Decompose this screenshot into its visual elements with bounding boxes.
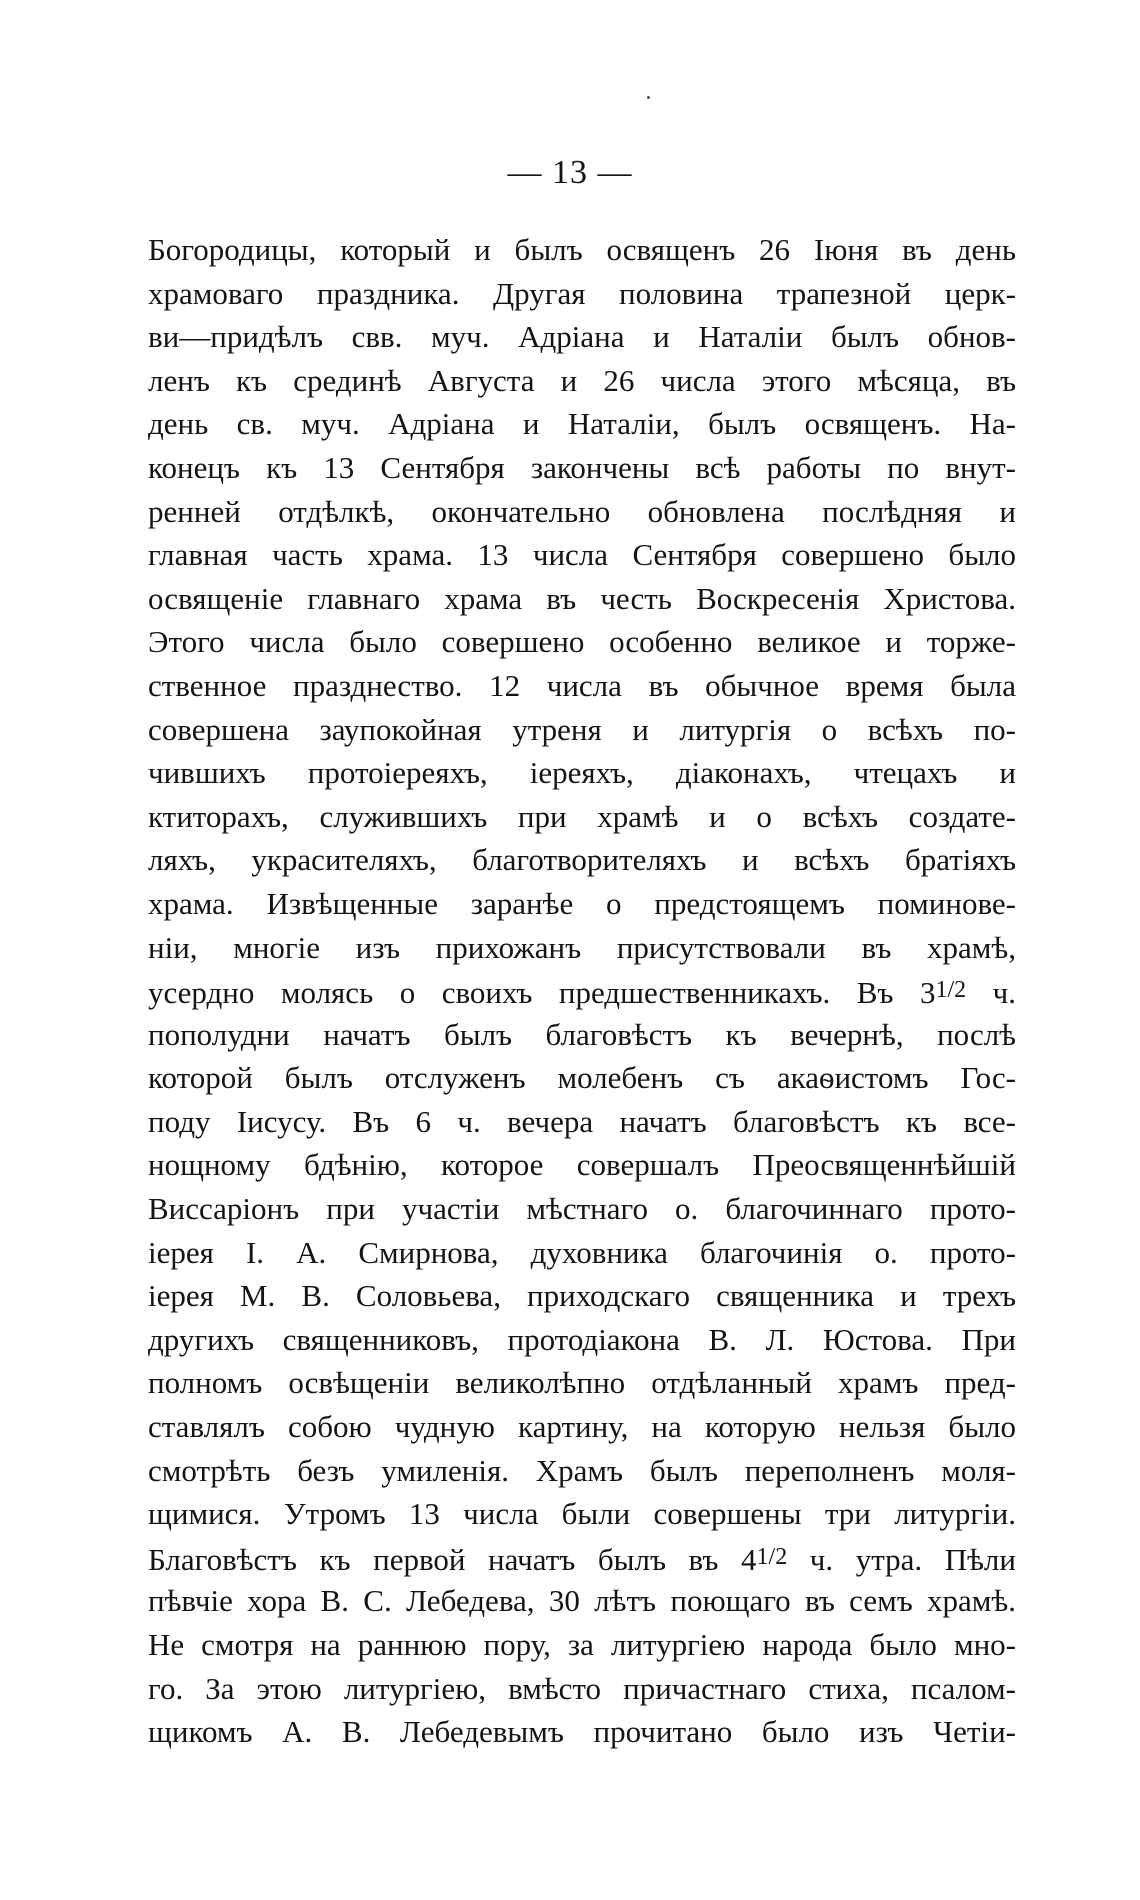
- text-line: главная часть храма. 13 числа Сентября совершено было: [148, 537, 1016, 573]
- text-line: поду Іисусу. Въ 6 ч. вечера начатъ благовѣстъ къ все-: [148, 1103, 1016, 1139]
- fraction-half: 1/2: [756, 1543, 788, 1570]
- text-line: ктиторахъ, служившихъ при храмѣ и о всѣхъ создате-: [148, 798, 1016, 834]
- page-speck: [647, 96, 650, 99]
- text-line: ніи, многіе изъ прихожанъ присутствовали въ храмѣ,: [148, 929, 1016, 965]
- text-line: ренней отдѣлкѣ, окончательно обновлена послѣдняя и: [148, 493, 1016, 529]
- text-line: храмоваго праздника. Другая половина трапезной церк-: [148, 275, 1016, 311]
- text-line: нощному бдѣнію, которое совершалъ Преосвященнѣйшій: [148, 1147, 1016, 1183]
- text-line: совершена заупокойная утреня и литургія о всѣхъ по-: [148, 711, 1016, 747]
- text-line: Виссаріонъ при участіи мѣстнаго о. благочиннаго прото-: [148, 1191, 1016, 1227]
- text-line: храма. Извѣщенные заранѣе о предстоящемъ поминове-: [148, 885, 1016, 921]
- text-line: смотрѣть безъ умиленія. Храмъ былъ переполненъ моля-: [148, 1452, 1016, 1488]
- text-line: ставлялъ собою чудную картину, на которую нельзя было: [148, 1409, 1016, 1445]
- line-text-tail: ч.: [992, 975, 1016, 1011]
- text-line-with-fraction: [148, 1536, 1016, 1580]
- text-line: пѣвчіе хора В. С. Лебедева, 30 лѣтъ поющаго въ семъ храмѣ.: [148, 1583, 1016, 1619]
- fraction-half: 1/2: [935, 977, 967, 1004]
- text-line: іерея М. В. Соловьева, приходскаго священника и трехъ: [148, 1278, 1016, 1314]
- text-line: освященіе главнаго храма въ честь Воскресенія Христова.: [148, 580, 1016, 616]
- text-line: ви—придѣлъ свв. муч. Адріана и Наталіи былъ обнов-: [148, 319, 1016, 355]
- page-number: — 13 —: [507, 154, 633, 191]
- text-line: другихъ священниковъ, протодіакона В. Л. Юстова. При: [148, 1321, 1016, 1357]
- text-line: щикомъ А. В. Лебедевымъ прочитано было изъ Четіи-: [148, 1714, 1016, 1750]
- text-line: пополудни начатъ былъ благовѣстъ къ вечернѣ, послѣ: [148, 1016, 1016, 1052]
- text-line: которой былъ отслуженъ молебенъ съ акаѳистомъ Гос-: [148, 1060, 1016, 1096]
- text-line: іерея І. А. Смирнова, духовника благочинія о. прото-: [148, 1234, 1016, 1270]
- line-text: Благовѣстъ къ первой начатъ былъ въ 4: [148, 1541, 757, 1577]
- text-line: чившихъ протоіереяхъ, іереяхъ, діаконахъ, чтецахъ и: [148, 755, 1016, 791]
- text-line: полномъ освѣщеніи великолѣпно отдѣланный храмъ пред-: [148, 1365, 1016, 1401]
- text-line: ственное празднество. 12 числа въ обычное время была: [148, 667, 1016, 703]
- body-text: [148, 228, 1016, 1754]
- text-line: конецъ къ 13 Сентября закончены всѣ работы по внут-: [148, 449, 1016, 485]
- text-line: щимися. Утромъ 13 числа были совершены три литургіи.: [148, 1496, 1016, 1532]
- text-line-with-fraction: [148, 969, 1016, 1013]
- text-line: ляхъ, украсителяхъ, благотворителяхъ и всѣхъ братіяхъ: [148, 842, 1016, 878]
- text-line: го. За этою литургіею, вмѣсто причастнаго стиха, псалом-: [148, 1670, 1016, 1706]
- text-line: Этого числа было совершено особенно великое и торже-: [148, 624, 1016, 660]
- text-line: ленъ къ срединѣ Августа и 26 числа этого мѣсяца, въ: [148, 362, 1016, 398]
- text-line: день св. муч. Адріана и Наталіи, былъ освященъ. На-: [148, 406, 1016, 442]
- line-text: усердно молясь о своихъ предшественникахъ. Въ 3: [148, 975, 936, 1011]
- text-line: Богородицы, который и былъ освященъ 26 Іюня въ день: [148, 232, 1016, 267]
- text-line: Не смотря на раннюю пору, за литургіею народа было мно-: [148, 1627, 1016, 1662]
- line-text-tail: ч. утра. Пѣли: [809, 1541, 1016, 1577]
